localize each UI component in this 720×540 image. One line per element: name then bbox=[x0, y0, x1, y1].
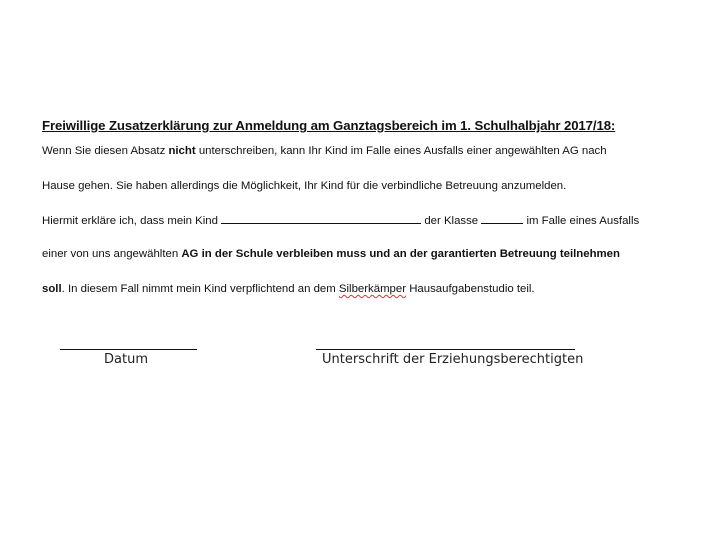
emphasis-ag-text: AG in der Schule verbleiben muss und an der garantierten Betreuung teilnehmen bbox=[181, 248, 620, 260]
text-segment: im Falle eines Ausfalls bbox=[523, 215, 640, 227]
emphasis-soll: soll bbox=[42, 283, 62, 295]
text-segment: der Klasse bbox=[421, 215, 482, 227]
form-heading: Freiwillige Zusatzerklärung zur Anmeldung am Ganztagsbereich im 1. Schulhalbjahr 2017/18: bbox=[42, 118, 616, 133]
guardian-signature-label: Unterschrift der Erziehungsberechtigten bbox=[322, 352, 584, 367]
guardian-signature-line[interactable] bbox=[316, 349, 575, 350]
date-signature-line[interactable] bbox=[60, 349, 197, 350]
class-blank[interactable] bbox=[481, 213, 523, 224]
paragraph-line-1 bbox=[42, 145, 682, 163]
text-segment: einer von uns angewählten bbox=[42, 248, 182, 260]
paragraph-line-2: Hause gehen. Sie haben allerdings die Möglichkeit, Ihr Kind für die verbindliche Betreuung anzumelden. bbox=[42, 180, 567, 192]
text-segment: unterschreiben, kann Ihr Kind im Falle eines Ausfalls einer angewählten AG nach bbox=[195, 145, 607, 157]
text-segment: Hiermit erkläre ich, dass mein Kind bbox=[42, 215, 222, 227]
spellcheck-word: Silberkämper bbox=[338, 283, 407, 295]
paragraph-line-4 bbox=[42, 248, 682, 266]
paragraph-line-5 bbox=[42, 283, 682, 301]
date-label: Datum bbox=[104, 352, 148, 367]
text-segment: Hausaufgabenstudio teil. bbox=[406, 283, 535, 295]
paragraph-line-3 bbox=[42, 213, 682, 231]
emphasis-nicht: nicht bbox=[168, 145, 196, 157]
text-segment: Wenn Sie diesen Absatz bbox=[42, 145, 169, 157]
text-segment: . In diesem Fall nimmt mein Kind verpflichtend an dem bbox=[61, 283, 339, 295]
child-name-blank[interactable] bbox=[221, 213, 421, 224]
